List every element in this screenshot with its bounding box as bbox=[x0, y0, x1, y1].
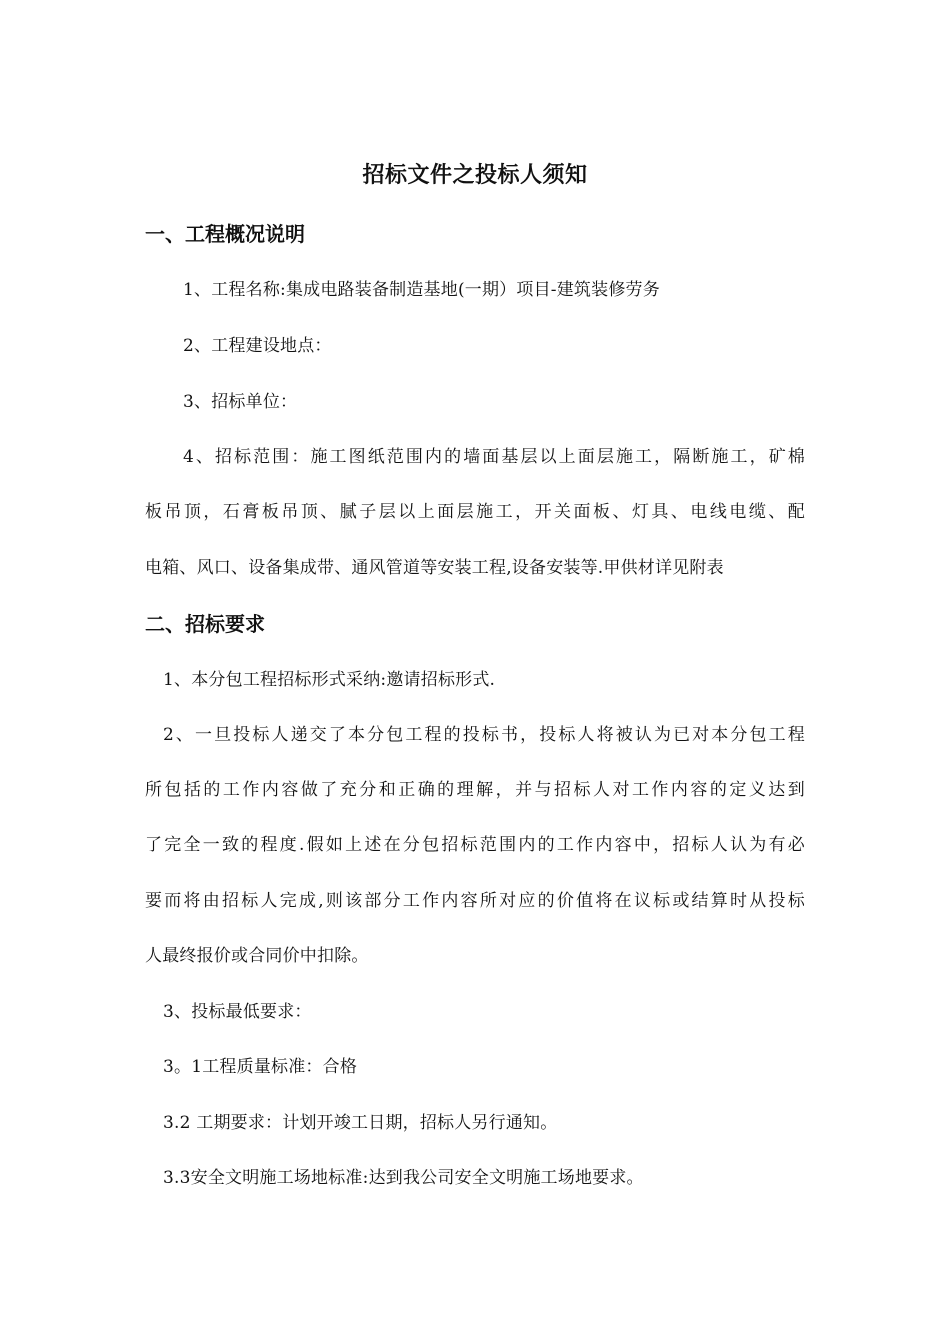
document-title: 招标文件之投标人须知 bbox=[362, 162, 588, 188]
requirement-item-schedule: 3.2 工期要求：计划开竣工日期，招标人另行通知。 bbox=[163, 1113, 558, 1133]
section-heading-overview: 一、工程概况说明 bbox=[145, 222, 305, 246]
overview-item-tendering-unit: 3、招标单位： bbox=[183, 392, 298, 412]
requirement-item-minimum: 3、投标最低要求： bbox=[163, 1002, 312, 1022]
requirement-item-bid-line-2: 所包括的工作内容做了充分和正确的理解，并与招标人对工作内容的定义达到 bbox=[145, 780, 805, 800]
requirement-item-bid-line-1: 2、一旦投标人递交了本分包工程的投标书，投标人将被认为已对本分包工程 bbox=[163, 725, 805, 745]
requirement-item-bid-line-3: 了完全一致的程度.假如上述在分包招标范围内的工作内容中，招标人认为有必 bbox=[145, 835, 805, 855]
overview-item-location: 2、工程建设地点： bbox=[183, 336, 332, 356]
requirement-item-form: 1、本分包工程招标形式采纳:邀请招标形式. bbox=[163, 670, 496, 690]
overview-item-scope-line-3: 电箱、风口、设备集成带、通风管道等安装工程,设备安装等.甲供材详见附表 bbox=[145, 558, 724, 578]
requirement-item-bid-line-5: 人最终报价或合同价中扣除。 bbox=[145, 946, 369, 966]
section-heading-requirements: 二、招标要求 bbox=[145, 612, 265, 636]
overview-item-scope-line-1: 4、招标范围：施工图纸范围内的墙面基层以上面层施工，隔断施工，矿棉 bbox=[183, 447, 805, 467]
overview-item-scope-line-2: 板吊顶，石膏板吊顶、腻子层以上面层施工，开关面板、灯具、电线电缆、配 bbox=[145, 502, 805, 522]
requirement-item-safety: 3.3安全文明施工场地标准:达到我公司安全文明施工场地要求。 bbox=[163, 1168, 644, 1188]
overview-item-project-name: 1、工程名称:集成电路装备制造基地(一期）项目-建筑装修劳务 bbox=[183, 280, 660, 300]
requirement-item-quality: 3。1工程质量标准：合格 bbox=[163, 1057, 358, 1077]
requirement-item-bid-line-4: 要而将由招标人完成,则该部分工作内容所对应的价值将在议标或结算时从投标 bbox=[145, 891, 805, 911]
